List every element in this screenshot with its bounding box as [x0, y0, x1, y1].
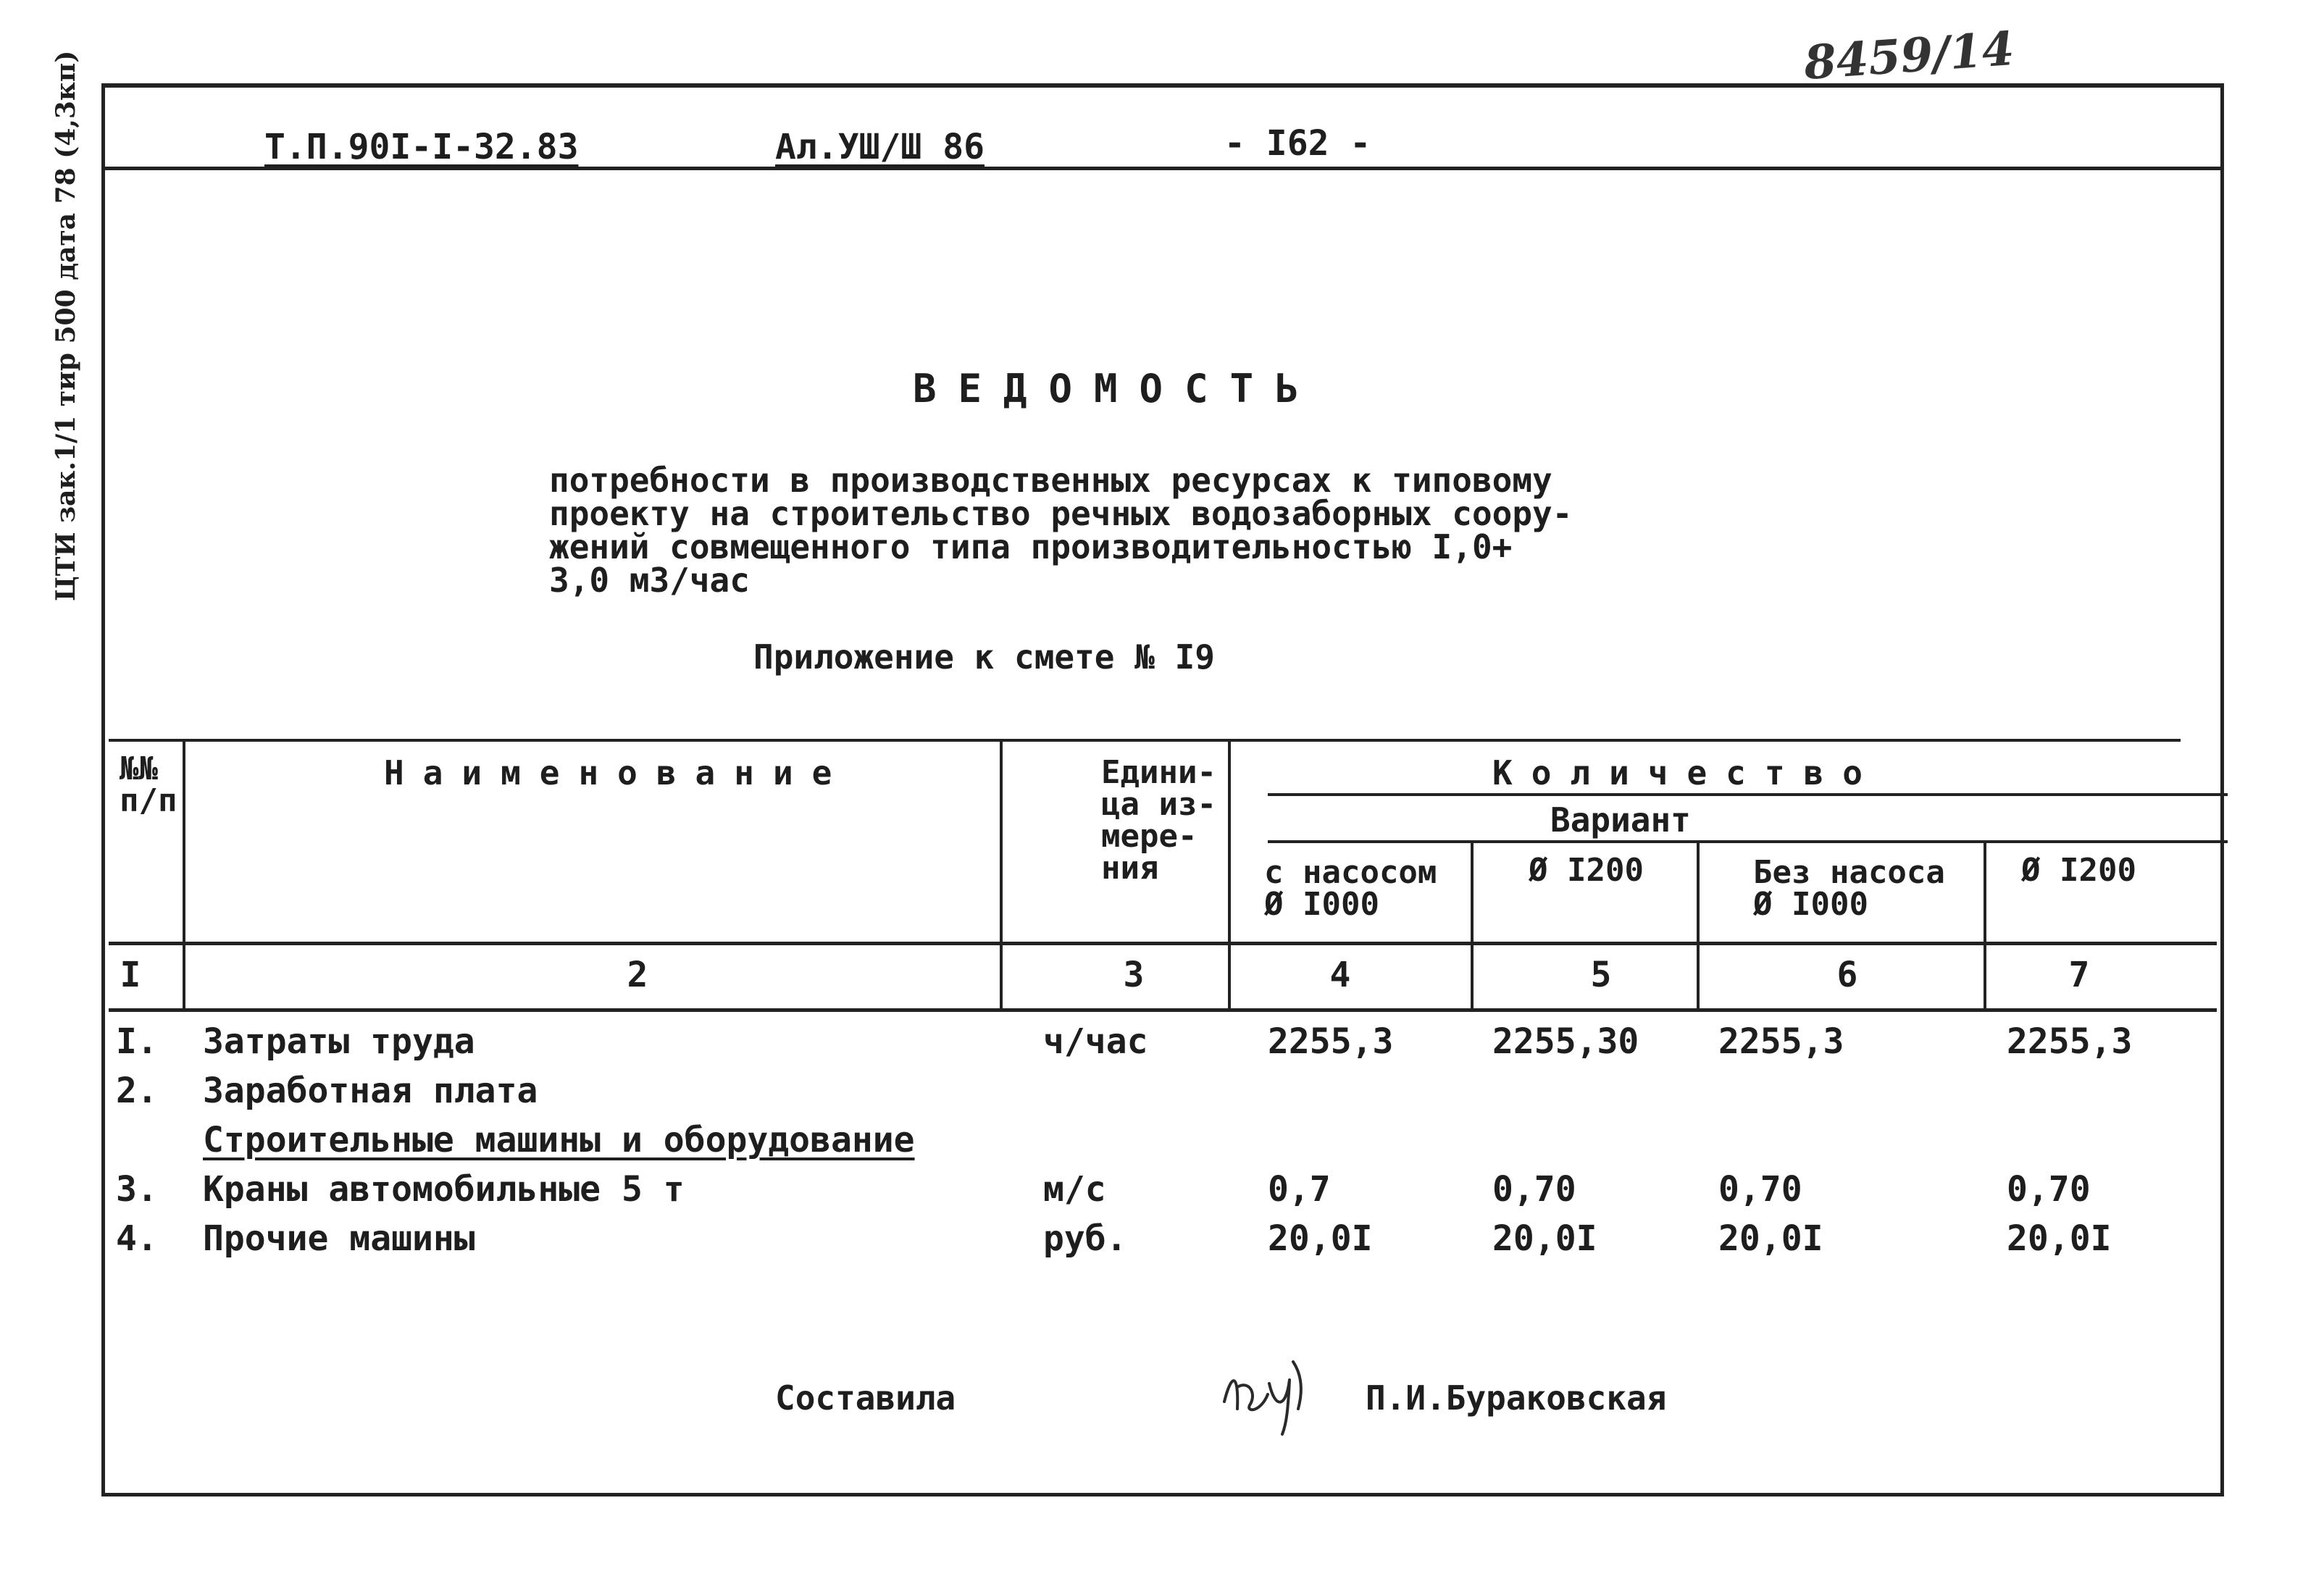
row-value-4: 2255,3: [1268, 1021, 1394, 1062]
colnum-5: 5: [1590, 955, 1612, 995]
compiled-label: Составила: [775, 1378, 956, 1418]
table-top-rule: [109, 739, 2181, 742]
variant-bottom-rule: [1268, 840, 2228, 843]
colnum-bottom-rule: [109, 1008, 2217, 1012]
row-unit: ч/час: [1043, 1021, 1148, 1062]
row-num: 3.: [116, 1169, 158, 1210]
row-name: Затраты труда: [203, 1021, 475, 1062]
row-unit: м/с: [1043, 1169, 1106, 1210]
compiler-name: П.И.Бураковская: [1366, 1378, 1667, 1418]
row-value-5: 20,0I: [1492, 1218, 1597, 1259]
header-col5: Ø I200: [1529, 852, 1644, 889]
row-num: I.: [116, 1021, 158, 1062]
side-stamp: [51, 51, 80, 601]
row-name: Прочие машины: [203, 1218, 475, 1259]
col-divider-3: [1228, 739, 1231, 1008]
colnum-1: I: [120, 955, 141, 995]
header-name: Наименование: [384, 753, 851, 792]
colnum-6: 6: [1836, 955, 1858, 995]
row-value-4: 20,0I: [1268, 1218, 1373, 1259]
row-num: 4.: [116, 1218, 158, 1259]
row-name: Краны автомобильные 5 т: [203, 1169, 685, 1210]
variant-top-rule: [1268, 793, 2228, 796]
row-value-5: 0,70: [1492, 1169, 1576, 1210]
header-col7: Ø I200: [2021, 852, 2136, 889]
row-num: 2.: [116, 1071, 158, 1111]
col-divider-5: [1697, 840, 1700, 1008]
project-code: Т.П.90I-I-32.83: [264, 127, 579, 167]
header-unit: Едини- ца из- мере- ния: [1101, 754, 1216, 887]
header-quantity: Количество: [1492, 753, 1881, 792]
row-name: Заработная плата: [203, 1071, 538, 1111]
row-value-6: 2255,3: [1718, 1021, 1844, 1062]
header-num: №№ п/п: [120, 750, 177, 819]
row-value-5: 2255,30: [1492, 1021, 1639, 1062]
page-number: - I62 -: [1224, 123, 1371, 164]
archive-number: 8459/14: [1802, 21, 2016, 91]
colnum-2: 2: [627, 955, 648, 995]
header-col6: Без насоса Ø I000: [1753, 854, 1945, 923]
col-divider-2: [1000, 739, 1003, 1008]
row-value-7: 0,70: [2007, 1169, 2091, 1210]
header-col4: с насосом Ø I000: [1264, 854, 1437, 923]
document-subtitle: потребности в производственных ресурсах к типовому проекту на строительство речных водозаборных соору- жений совмещенного типа производительностью I,0+ 3,0 м3/час: [549, 461, 1573, 600]
document-title: ВЕДОМОСТЬ: [913, 366, 1321, 411]
col-divider-1: [183, 739, 185, 1008]
row-value-7: 2255,3: [2007, 1021, 2133, 1062]
row-value-6: 20,0I: [1718, 1218, 1823, 1259]
colnum-7: 7: [2068, 955, 2090, 995]
signature-mark: [1217, 1344, 1326, 1438]
colnum-4: 4: [1329, 955, 1351, 995]
row-value-7: 20,0I: [2007, 1218, 2112, 1259]
colnum-3: 3: [1123, 955, 1145, 995]
header-bottom-rule: [109, 942, 2217, 945]
row-unit: руб.: [1043, 1218, 1127, 1259]
row-value-6: 0,70: [1718, 1169, 1802, 1210]
side-stamp-text: ЦТИ зак.1/1 тир 500 дата 78 (4,3кп): [51, 50, 81, 601]
album-code: Ал.УШ/Ш 86: [775, 127, 985, 167]
col-divider-4: [1471, 840, 1474, 1008]
row-section-heading: Строительные машины и оборудование: [203, 1120, 915, 1160]
col-divider-6: [1984, 840, 1986, 1008]
signature: [1217, 1344, 1326, 1438]
row-value-4: 0,7: [1268, 1169, 1331, 1210]
header-variant: Вариант: [1550, 800, 1691, 840]
appendix-label: Приложение к смете № I9: [753, 637, 1215, 677]
